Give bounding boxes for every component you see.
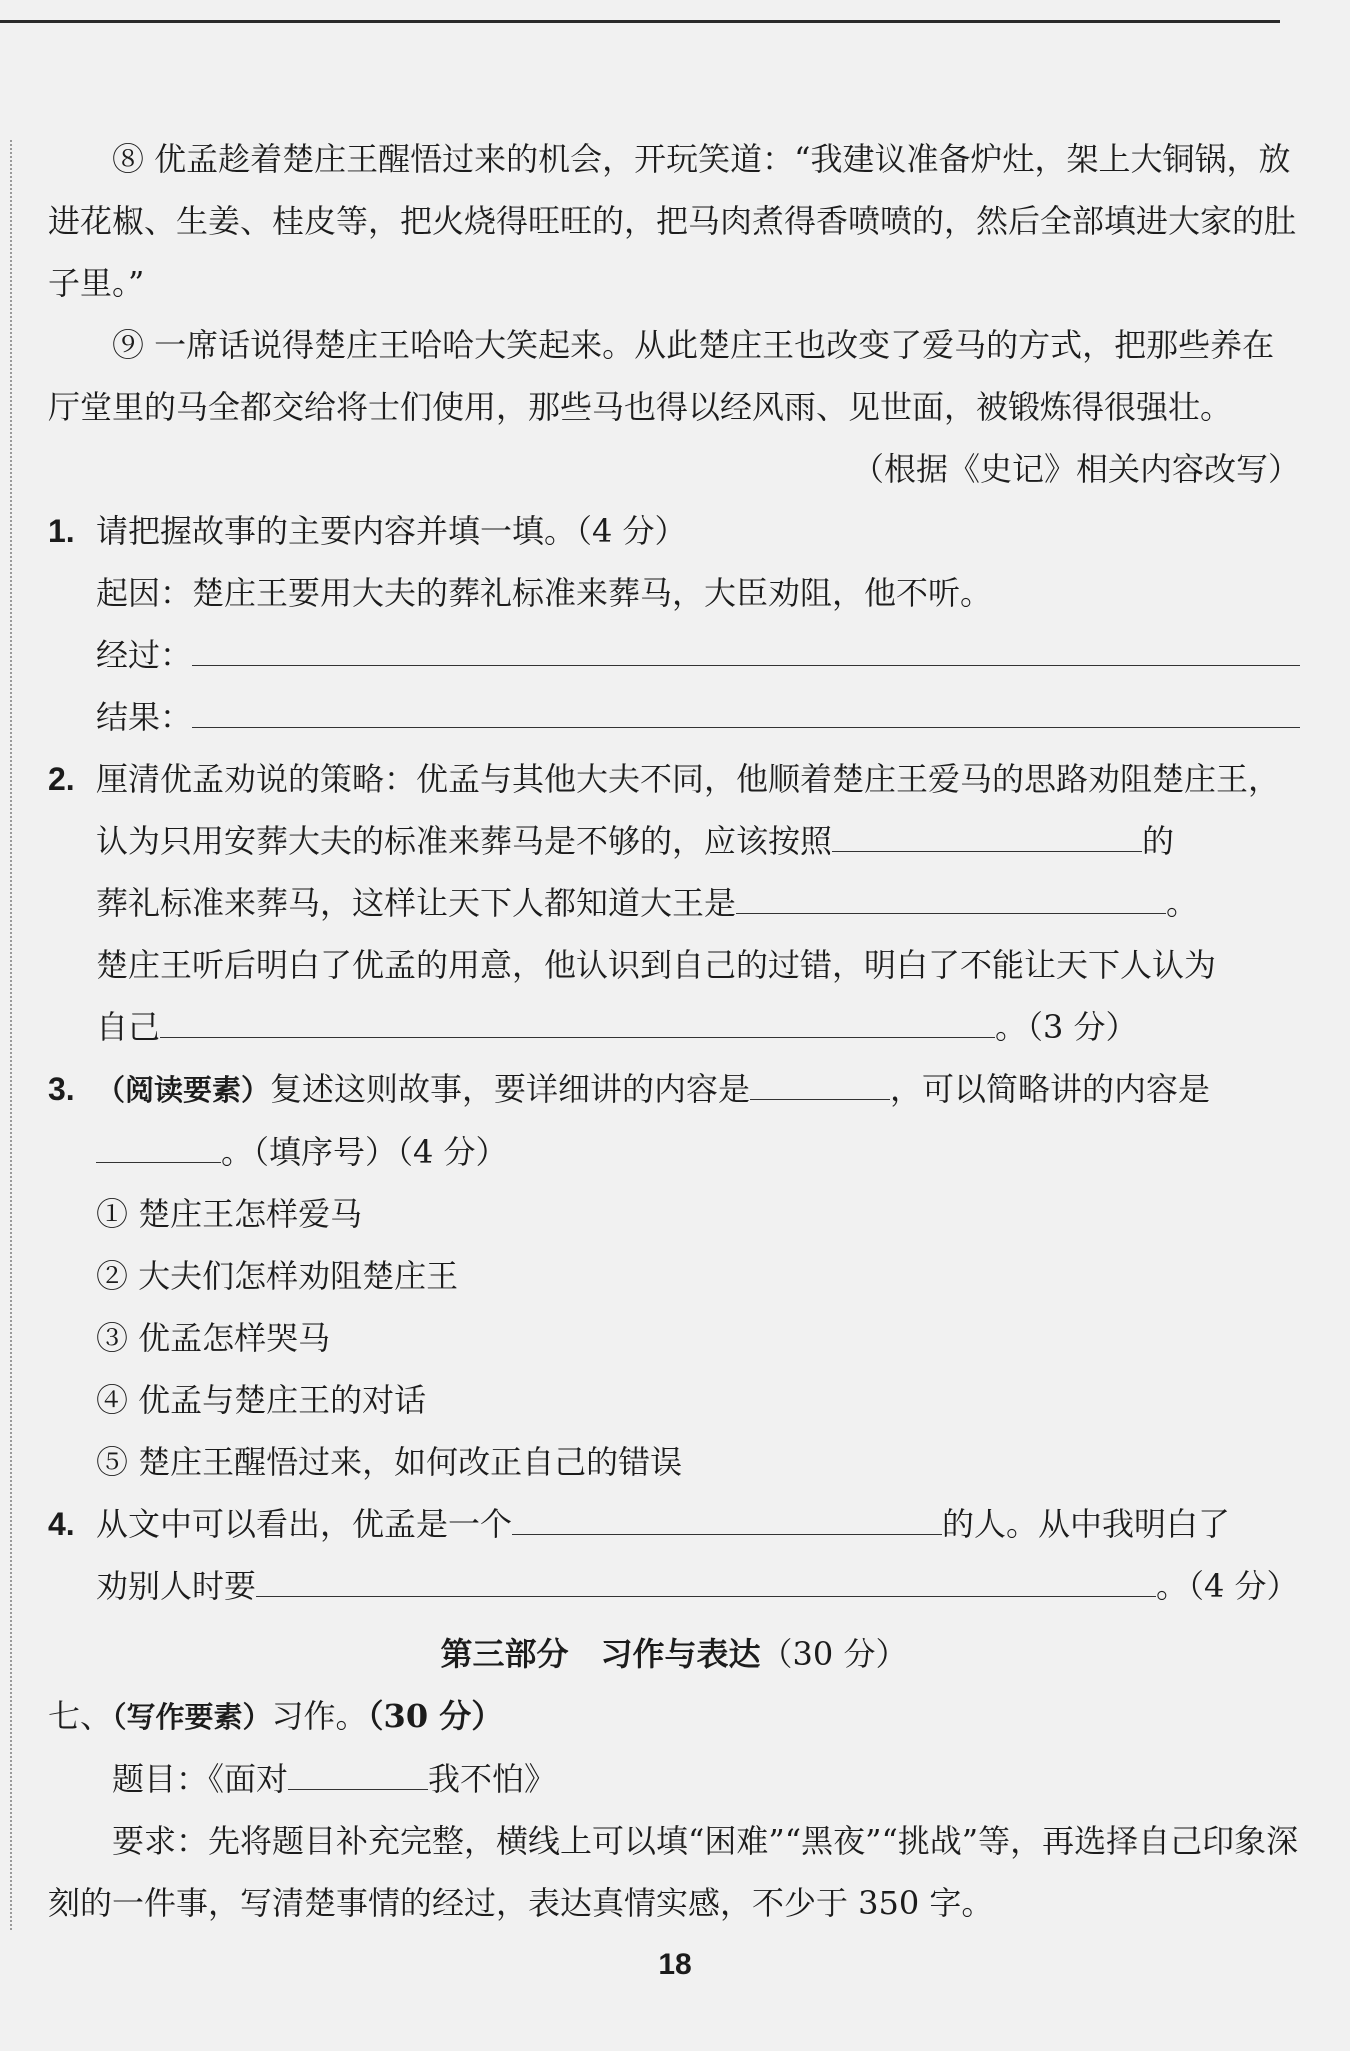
section-3-points: （30 分）: [760, 1635, 908, 1673]
question-2-body: [96, 748, 1300, 1058]
margin-dotted-rule: [10, 140, 12, 1930]
question-2: [48, 748, 1300, 1058]
answer-blank[interactable]: [736, 879, 1166, 914]
question-2-points: 。（3 分）: [995, 1008, 1138, 1046]
question-1: [48, 500, 1300, 562]
writing-element-tag: （写作要素）: [112, 1700, 272, 1734]
question-1-prompt: 请把握故事的主要内容并填一填。（4 分）: [96, 512, 687, 550]
question-3-text: 。（填序号）（4 分）: [221, 1133, 508, 1171]
option-1: ① 楚庄王怎样爱马: [96, 1195, 363, 1233]
answer-blank[interactable]: [96, 1128, 221, 1163]
answer-blank[interactable]: [256, 1562, 1156, 1597]
composition-requirement: 要求：先将题目补充完整，横线上可以填“困难”“黑夜”“挑战”等，再选择自己印象深刻的一件事，写清楚事情的经过，表达真情实感，不少于 350 字。: [48, 1822, 1299, 1922]
answer-blank[interactable]: [750, 1065, 890, 1100]
question-4: [48, 1493, 1300, 1617]
question-1-process-row: [48, 624, 1300, 686]
option-5: ⑤ 楚庄王醒悟过来，如何改正自己的错误: [96, 1443, 683, 1481]
answer-blank[interactable]: [832, 817, 1142, 852]
question-7-heading: [48, 1685, 1300, 1748]
page-number: 18: [658, 1948, 692, 1981]
answer-blank[interactable]: [512, 1500, 942, 1535]
question-4-text: 从文中可以看出，优孟是一个: [96, 1505, 513, 1543]
question-7-heading-text: 习作。: [271, 1697, 368, 1735]
question-4-text: 的人。从中我明白了: [942, 1505, 1231, 1543]
question-3-text: ，可以简略讲的内容是: [890, 1070, 1211, 1108]
question-2-text: 楚庄王听后明白了优孟的用意，他认识到自己的过错，明白了不能让天下人认为: [96, 946, 1217, 984]
question-3: [48, 1058, 1300, 1183]
question-3-text: 复述这则故事，要详细讲的内容是: [270, 1070, 751, 1108]
question-2-text: 葬礼标准来葬马，这样让天下人都知道大王是: [96, 884, 737, 922]
question-2-text: 的: [1142, 822, 1175, 860]
option-4: ④ 优孟与楚庄王的对话: [96, 1381, 427, 1419]
section-3-heading: 第三部分 习作与表达: [440, 1635, 761, 1673]
result-label: 结果：: [96, 698, 193, 736]
question-4-points: 。（4 分）: [1156, 1567, 1299, 1605]
passage-source: （根据《史记》相关内容改写）: [851, 450, 1300, 488]
option-3: ③ 优孟怎样哭马: [96, 1319, 331, 1357]
top-rule: [0, 20, 1280, 23]
process-label: 经过：: [96, 636, 193, 674]
process-answer-blank[interactable]: [192, 631, 1300, 666]
result-answer-blank[interactable]: [192, 693, 1300, 728]
topic-text: 题目：《面对: [112, 1760, 289, 1798]
question-4-text: 劝别人时要: [96, 1567, 257, 1605]
composition-topic: [48, 1748, 1300, 1810]
question-7-points: （30 分）: [367, 1697, 504, 1735]
passage-paragraph-9: ⑨ 一席话说得楚庄王哈哈大笑起来。从此楚庄王也改变了爱马的方式，把那些养在厅堂里的马全都交给将士们使用，那些马也得以经风雨、见世面，被锻炼得很强壮。: [48, 326, 1275, 426]
question-3-body: [96, 1058, 1300, 1183]
question-1-result-row: [48, 686, 1300, 748]
question-1-cause: 起因：楚庄王要用大夫的葬礼标准来葬马，大臣劝阻，他不听。: [96, 574, 993, 612]
question-number: 3.: [48, 1071, 75, 1107]
question-2-text: 自己: [96, 1008, 161, 1046]
question-number: 4.: [48, 1506, 75, 1542]
question-2-text: 厘清优孟劝说的策略：优孟与其他大夫不同，他顺着楚庄王爱马的思路劝阻楚庄王，认为只用安葬大夫的标准来葬马是不够的，应该按照: [96, 760, 1281, 860]
answer-blank[interactable]: [160, 1003, 995, 1038]
passage-paragraph-8: ⑧ 优孟趁着楚庄王醒悟过来的机会，开玩笑道：“我建议准备炉灶，架上大铜锅，放进花椒、生姜、桂皮等，把火烧得旺旺的，把马肉煮得香喷喷的，然后全部填进大家的肚子里。”: [48, 140, 1297, 302]
question-2-text: 。: [1166, 884, 1199, 922]
topic-blank[interactable]: [288, 1755, 428, 1790]
topic-text: 我不怕》: [428, 1760, 557, 1798]
question-7-number: 七、: [48, 1697, 113, 1735]
section-3-title: [48, 1623, 1300, 1685]
question-4-body: [96, 1493, 1300, 1617]
reading-element-tag: （阅读要素）: [96, 1073, 271, 1107]
option-2: ② 大夫们怎样劝阻楚庄王: [96, 1257, 459, 1295]
question-number: 2.: [48, 761, 75, 797]
worksheet-page: [48, 128, 1300, 1934]
question-number: 1.: [48, 513, 75, 549]
